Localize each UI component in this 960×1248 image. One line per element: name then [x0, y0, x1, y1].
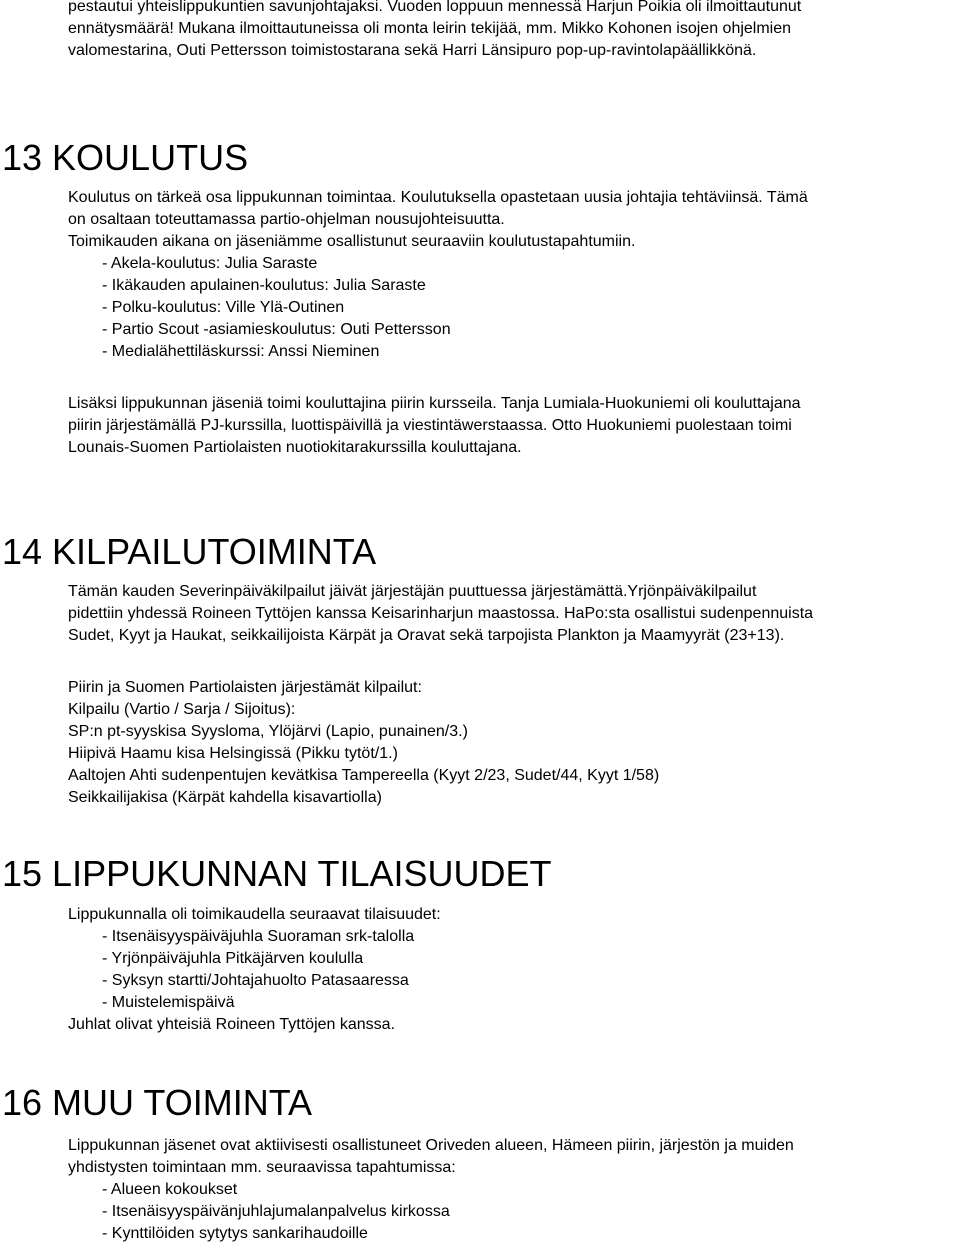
koulutus-line: Toimikauden aikana on jäseniämme osallistunut seuraaviin koulutustapahtumiin.: [68, 233, 636, 250]
kilpailutulos-line: Aaltojen Ahti sudenpentujen kevätkisa Tampereella (Kyyt 2/23, Sudet/44, Kyyt 1/58): [68, 767, 660, 784]
intro-line: ennätysmäärä! Mukana ilmoittautuneissa oli monta leirin tekijää, mm. Mikko Kohonen isojen ohjelmien: [68, 20, 792, 37]
kouluttajat-line: Lounais-Suomen Partiolaisten nuotiokitarakurssilla kouluttajana.: [68, 439, 522, 456]
tilaisuudet-paragraph: [68, 904, 956, 1036]
kilpailut-paragraph: [68, 581, 956, 647]
kilpailut-line: Sudet, Kyyt ja Haukat, seikkailijoista Kärpät ja Oravat sekä tarpojista Plankton ja Maamyyrät (23+13).: [68, 627, 785, 644]
heading-muu-toiminta: 16 MUU TOIMINTA: [2, 1082, 313, 1123]
koulutus-line: Koulutus on tärkeä osa lippukunnan toimintaa. Koulutuksella opastetaan uusia johtajia tehtäviinsä. Tämä: [68, 189, 808, 206]
koulutus-line: on osaltaan toteuttamassa partio-ohjelman nousujohteisuutta.: [68, 211, 505, 228]
kouluttajat-line: Lisäksi lippukunnan jäseniä toimi kouluttajina piirin kursseila. Tanja Lumiala-Huokuniemi oli kouluttajana: [68, 395, 801, 412]
kouluttajat-paragraph: [68, 393, 956, 459]
kilpailut-line: Tämän kauden Severinpäiväkilpailut jäivät järjestäjän puuttuessa järjestämättä.Yrjönpäiväkilpailut: [68, 583, 757, 600]
tilaisuudet-intro: Lippukunnalla oli toimikaudella seuraavat tilaisuudet:: [68, 906, 441, 923]
tilaisuudet-list-item: - Yrjönpäiväjuhla Pitkäjärven koululla: [102, 950, 364, 967]
kouluttajat-line: piirin järjestämällä PJ-kurssilla, luottispäivillä ja viestintäwerstaassa. Otto Huokuniemi puolestaan toimi: [68, 417, 792, 434]
kilpailutulos-line: Seikkailijakisa (Kärpät kahdella kisavartiolla): [68, 789, 382, 806]
intro-line: pestautui yhteislippukuntien savunjohtajaksi. Vuoden loppuun mennessä Harjun Poikia oli ilmoittautunut: [68, 0, 802, 15]
muu-toiminta-line: Lippukunnan jäsenet ovat aktiivisesti osallistuneet Oriveden alueen, Hämeen piirin, järjestön ja muiden: [68, 1137, 794, 1154]
kilpailut-line: pidettiin yhdessä Roineen Tyttöjen kanssa Keisarinharjun maastossa. HaPo:sta osallistui sudenpennuista: [68, 605, 814, 622]
kilpailutulokset: [68, 677, 956, 809]
koulutus-paragraph: [68, 187, 956, 363]
koulutus-list-item: - Medialähettiläskurssi: Anssi Nieminen: [102, 343, 380, 360]
kilpailutulos-line: Hiipivä Haamu kisa Helsingissä (Pikku tytöt/1.): [68, 745, 398, 762]
muu-toiminta-list-item: - Kynttilöiden sytytys sankarihaudoille: [102, 1225, 368, 1242]
koulutus-list-item: - Akela-koulutus: Julia Saraste: [102, 255, 318, 272]
koulutus-list-item: - Polku-koulutus: Ville Ylä-Outinen: [102, 299, 345, 316]
tilaisuudet-list-item: - Muistelemispäivä: [102, 994, 235, 1011]
kilpailutulos-line: SP:n pt-syyskisa Syysloma, Ylöjärvi (Lapio, punainen/3.): [68, 723, 468, 740]
tilaisuudet-list-item: - Itsenäisyyspäiväjuhla Suoraman srk-talolla: [102, 928, 415, 945]
intro-paragraph: [68, 0, 956, 62]
kilpailutulos-line: Kilpailu (Vartio / Sarja / Sijoitus):: [68, 701, 296, 718]
muu-toiminta-list-item: - Itsenäisyyspäivänjuhlajumalanpalvelus kirkossa: [102, 1203, 450, 1220]
tilaisuudet-outro: Juhlat olivat yhteisiä Roineen Tyttöjen kanssa.: [68, 1016, 396, 1033]
intro-line: valomestarina, Outi Pettersson toimistostarana sekä Harri Länsipuro pop-up-ravintolapäällikkönä.: [68, 42, 757, 59]
heading-koulutus: 13 KOULUTUS: [2, 137, 249, 178]
koulutus-list-item: - Ikäkauden apulainen-koulutus: Julia Saraste: [102, 277, 426, 294]
tilaisuudet-list-item: - Syksyn startti/Johtajahuolto Patasaaressa: [102, 972, 409, 989]
muu-toiminta-line: yhdistysten toimintaan mm. seuraavissa tapahtumissa:: [68, 1159, 456, 1176]
kilpailutulos-line: Piirin ja Suomen Partiolaisten järjestämät kilpailut:: [68, 679, 422, 696]
muu-toiminta-paragraph: [68, 1135, 956, 1245]
heading-tilaisuudet: 15 LIPPUKUNNAN TILAISUUDET: [2, 853, 552, 894]
koulutus-list-item: - Partio Scout -asiamieskoulutus: Outi Pettersson: [102, 321, 451, 338]
heading-kilpailutoiminta: 14 KILPAILUTOIMINTA: [2, 531, 377, 572]
muu-toiminta-list-item: - Alueen kokoukset: [102, 1181, 238, 1198]
